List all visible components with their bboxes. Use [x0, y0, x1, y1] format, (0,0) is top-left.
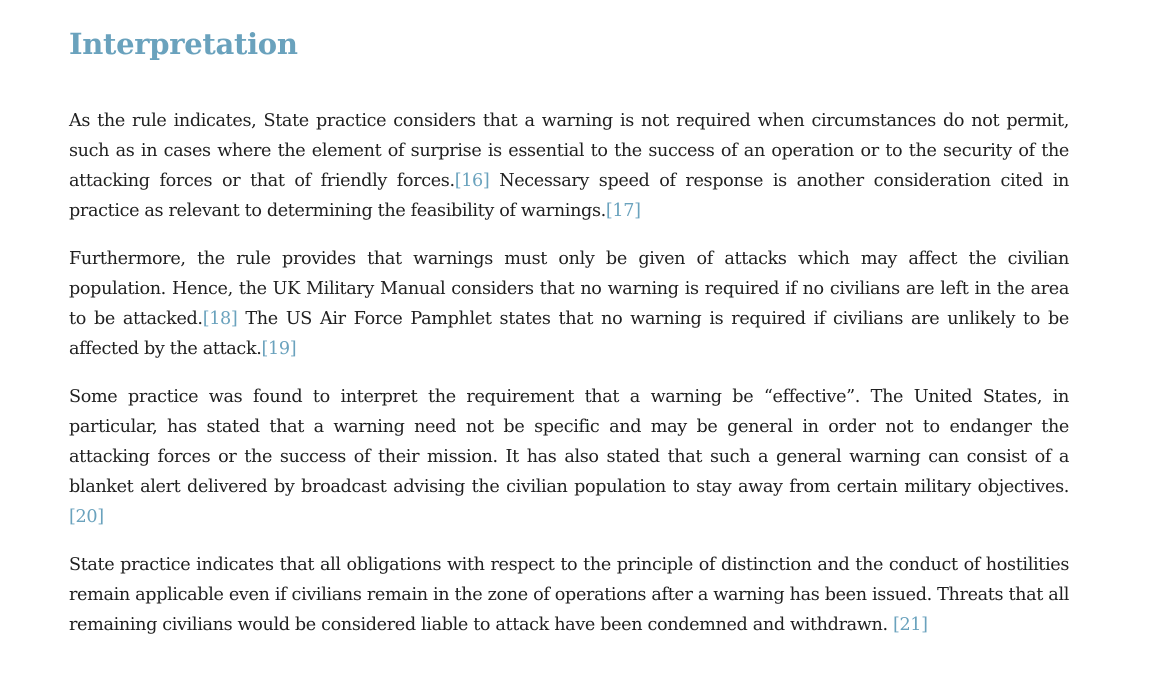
footnote-link-18[interactable]: [18]	[202, 309, 238, 329]
paragraph-text: The US Air Force Pamphlet states that no warning is required if civilians are unlikely to be affected by the attack.	[69, 309, 1069, 359]
paragraph-text: Necessary speed of response is another consideration cited in practice as relevant to determining the feasibility of warnings.	[69, 171, 1069, 221]
paragraph-text: As the rule indicates, State practice considers that a warning is not required when circumstances do not permit, such as in cases where the element of surprise is essential to the success of an operation or to the security of the attacking forces or that of friendly forces.	[69, 111, 1069, 191]
paragraph-text: Furthermore, the rule provides that warnings must only be given of attacks which may affect the civilian population. Hence, the UK Military Manual considers that no warning is required if no civilians are left in the area to be attacked.	[69, 249, 1069, 329]
paragraph	[69, 382, 1069, 532]
paragraph-text: State practice indicates that all obligations with respect to the principle of distinction and the conduct of hostilities remain applicable even if civilians remain in the zone of operations after a warning has been issued. Threats that all remaining civilians would be considered liable to attack have been condemned and withdrawn.	[69, 555, 1069, 635]
section-heading: Interpretation	[69, 27, 298, 61]
paragraph-text: Some practice was found to interpret the requirement that a warning be “effective”. The United States, in particular, has stated that a warning need not be specific and may be general in order not to endanger the attacking forces or the success of their mission. It has also stated that such a general warning can consist of a blanket alert delivered by broadcast advising the civilian population to stay away from certain military objectives.	[69, 387, 1069, 497]
footnote-link-17[interactable]: [17]	[605, 201, 641, 221]
footnote-link-20[interactable]: [20]	[69, 507, 104, 527]
paragraph	[69, 244, 1069, 364]
footnote-link-16[interactable]: [16]	[454, 171, 490, 191]
footnote-link-19[interactable]: [19]	[261, 339, 297, 359]
paragraph	[69, 106, 1069, 226]
paragraph	[69, 550, 1069, 640]
article-section	[69, 22, 1069, 640]
footnote-link-21[interactable]: [21]	[892, 615, 928, 635]
